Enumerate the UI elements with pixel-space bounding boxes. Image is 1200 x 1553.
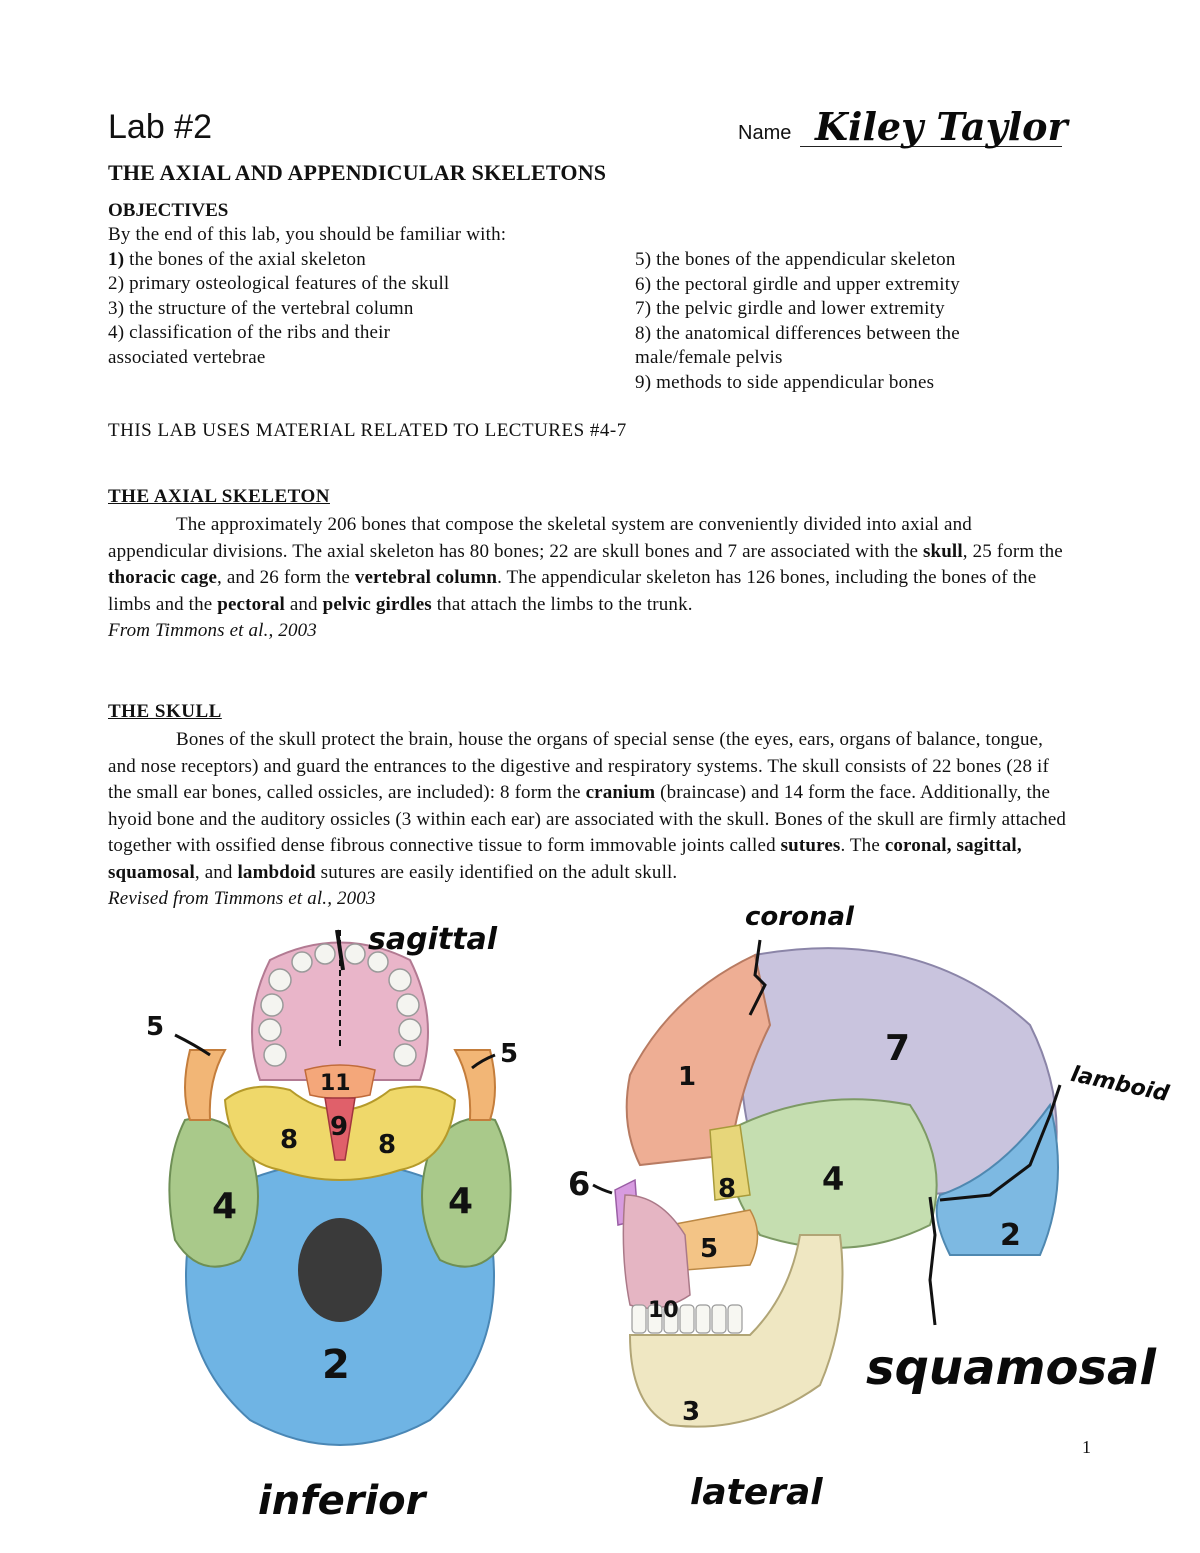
axial-citation: From Timmons et al., 2003 (108, 620, 317, 641)
skull-paragraph: Bones of the skull protect the brain, house the organs of special sense (the eyes, ears, organs of balance, tongue, and nose receptors) and guard the entrances to the digestive and respiratory systems. The skull consists of 22 bones (28 if the small ear bones, called ossicles, are included): 8 form the cranium (braincase) and 14 form the face. Additionally, the hyoid bone and the auditory ossicles (3 within each ear) are associated with the skull. Bones of the skull are firmly attached together with ossified dense fibrous connective tissue to form immovable joints called sutures. The coronal, sagittal, squamosal, and lambdoid sutures are easily identified on the adult skull. Revised from Timmons et al., 2003 (108, 727, 1068, 913)
objectives-heading: OBJECTIVES (108, 200, 229, 221)
lamboid-suture-label: lamboid (1068, 1061, 1171, 1108)
inferior-number-8-left: 8 (280, 1125, 299, 1155)
inferior-number-9: 9 (330, 1112, 349, 1142)
inferior-number-8-right: 8 (378, 1130, 397, 1160)
lateral-view-label: lateral (690, 1472, 823, 1513)
lateral-number-3: 3 (682, 1397, 701, 1427)
skull-heading: THE SKULL (108, 701, 222, 722)
axial-heading: THE AXIAL SKELETON (108, 486, 330, 507)
objective-item: 1) the bones of the axial skeleton (108, 248, 366, 270)
skull-citation: Revised from Timmons et al., 2003 (108, 888, 376, 909)
squamosal-suture-label: squamosal (866, 1340, 1156, 1396)
lateral-number-1: 1 (678, 1062, 697, 1092)
lab-title: Lab #2 (108, 108, 212, 146)
objective-item: 3) the structure of the vertebral column (108, 297, 414, 319)
objective-item: 7) the pelvic girdle and lower extremity (635, 298, 945, 319)
objective-item: 2) primary osteological features of the skull (108, 273, 450, 294)
name-label: Name (738, 122, 792, 144)
page-title: THE AXIAL AND APPENDICULAR SKELETONS (108, 160, 607, 185)
lateral-number-4: 4 (822, 1160, 845, 1198)
inferior-number-2: 2 (322, 1342, 350, 1388)
objective-item: associated vertebrae (108, 346, 266, 368)
objective-item: male/female pelvis (635, 347, 783, 368)
inferior-number-4-left: 4 (212, 1186, 238, 1227)
objective-item: 9) methods to side appendicular bones (635, 371, 935, 393)
inferior-skull-figure (130, 930, 560, 1470)
objective-item: 8) the anatomical differences between the (635, 322, 960, 344)
inferior-number-11: 11 (320, 1071, 351, 1096)
objectives-left-column (108, 223, 578, 370)
axial-paragraph: The approximately 206 bones that compose the skeletal system are conveniently divided into axial and appendicular divisions. The axial skeleton has 80 bones; 22 are skull bones and 7 are associated with the skull, 25 form the thoracic cage, and 26 form the vertebral column. The appendicular skeleton has 126 bones, including the bones of the limbs and the pectoral and pelvic girdles that attach the limbs to the trunk. From Timmons et al., 2003 (108, 512, 1068, 645)
student-name-handwritten: Kiley Taylor (815, 104, 1068, 149)
lateral-number-5: 5 (700, 1234, 719, 1264)
lateral-number-2: 2 (1000, 1218, 1021, 1253)
objective-item: 4) classification of the ribs and their (108, 322, 391, 343)
page-number: 1 (1082, 1437, 1091, 1457)
lateral-number-10: 10 (648, 1298, 679, 1323)
objectives-intro: By the end of this lab, you should be familiar with: (108, 224, 507, 245)
lateral-number-7: 7 (885, 1028, 911, 1069)
lateral-number-6: 6 (568, 1165, 591, 1203)
coronal-suture-label: coronal (745, 902, 854, 932)
inferior-view-label: inferior (258, 1478, 426, 1524)
objectives-right-column (635, 248, 1065, 395)
objective-item: 6) the pectoral girdle and upper extremity (635, 273, 960, 295)
objective-item: 5) the bones of the appendicular skeleton (635, 249, 956, 270)
inferior-number-5-left: 5 (146, 1012, 165, 1042)
sagittal-suture-label: sagittal (368, 922, 498, 957)
inferior-number-5-right: 5 (500, 1039, 519, 1069)
lectures-note: THIS LAB USES MATERIAL RELATED TO LECTURES #4-7 (108, 420, 627, 441)
lateral-number-8: 8 (718, 1174, 737, 1204)
inferior-number-4-right: 4 (448, 1181, 474, 1222)
